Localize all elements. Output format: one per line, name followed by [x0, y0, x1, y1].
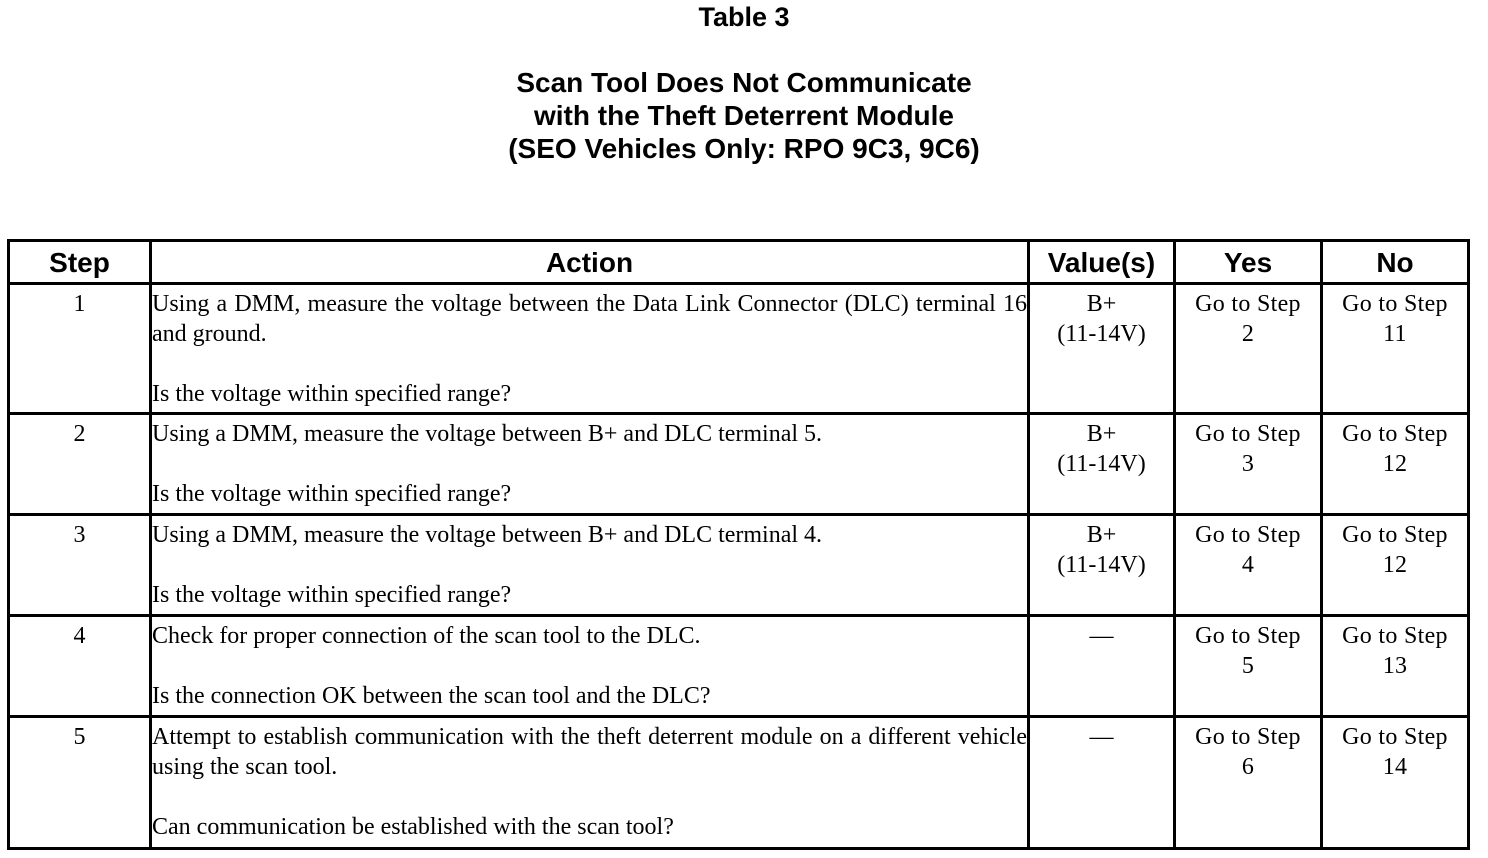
value-range: (11-14V): [1057, 321, 1146, 347]
no-cell: [1322, 284, 1469, 414]
title-line: Scan Tool Does Not Communicate: [516, 67, 972, 98]
no-step-number: 12: [1382, 552, 1408, 578]
action-text: Using a DMM, measure the voltage between the Data Link Connector (DLC) terminal 16 and ground.: [152, 291, 1027, 347]
goto-label: Go to Step: [1195, 522, 1301, 548]
value-text: —: [1089, 724, 1114, 750]
table-header-row: [9, 241, 1469, 284]
column-header-step: Step: [9, 241, 151, 284]
table-row: [9, 717, 1469, 849]
value-cell: [1029, 515, 1175, 616]
step-number: 3: [9, 515, 151, 616]
action-text: Check for proper connection of the scan tool to the DLC.: [152, 623, 701, 649]
action-text: Attempt to establish communication with the theft deterrent module on a different vehicle using the scan tool.: [152, 724, 1027, 780]
no-cell: [1322, 717, 1469, 849]
goto-label: Go to Step: [1342, 522, 1448, 548]
diagnostic-table: [7, 239, 1470, 850]
value-range: (11-14V): [1057, 451, 1146, 477]
title-line: with the Theft Deterrent Module: [534, 100, 954, 131]
value-cell: [1029, 414, 1175, 515]
action-cell: [151, 515, 1029, 616]
action-cell: [151, 414, 1029, 515]
yes-cell: [1175, 414, 1322, 515]
value-text: —: [1089, 623, 1114, 649]
column-header-action: Action: [151, 241, 1029, 284]
yes-cell: [1175, 515, 1322, 616]
action-question: Is the connection OK between the scan tool and the DLC?: [152, 683, 711, 709]
value-range: (11-14V): [1057, 552, 1146, 578]
goto-label: Go to Step: [1195, 291, 1301, 317]
goto-label: Go to Step: [1342, 291, 1448, 317]
column-header-values: Value(s): [1029, 241, 1175, 284]
yes-step-number: 3: [1241, 451, 1255, 477]
yes-cell: [1175, 284, 1322, 414]
yes-cell: [1175, 616, 1322, 717]
table-row: [9, 284, 1469, 414]
action-question: Is the voltage within specified range?: [152, 582, 512, 608]
goto-label: Go to Step: [1195, 623, 1301, 649]
step-number: 5: [9, 717, 151, 849]
no-step-number: 13: [1382, 653, 1408, 679]
yes-step-number: 2: [1241, 321, 1255, 347]
no-step-number: 12: [1382, 451, 1408, 477]
page-title: [0, 66, 1488, 165]
table-row: [9, 515, 1469, 616]
no-cell: [1322, 515, 1469, 616]
step-number: 4: [9, 616, 151, 717]
yes-step-number: 5: [1241, 653, 1255, 679]
value-cell: [1029, 616, 1175, 717]
title-line: (SEO Vehicles Only: RPO 9C3, 9C6): [508, 133, 980, 164]
goto-label: Go to Step: [1342, 421, 1448, 447]
table-row: [9, 616, 1469, 717]
column-header-no: No: [1322, 241, 1469, 284]
action-question: Is the voltage within specified range?: [152, 381, 512, 407]
action-cell: [151, 616, 1029, 717]
table-row: [9, 414, 1469, 515]
step-number: 2: [9, 414, 151, 515]
column-header-yes: Yes: [1175, 241, 1322, 284]
action-cell: [151, 284, 1029, 414]
action-question: Can communication be established with the scan tool?: [152, 814, 674, 840]
action-text: Using a DMM, measure the voltage between B+ and DLC terminal 4.: [152, 522, 823, 548]
goto-label: Go to Step: [1342, 623, 1448, 649]
no-step-number: 14: [1382, 754, 1408, 780]
value-text: B+: [1086, 291, 1117, 317]
table-label: Table 3: [698, 2, 790, 32]
goto-label: Go to Step: [1195, 724, 1301, 750]
action-cell: [151, 717, 1029, 849]
value-cell: [1029, 284, 1175, 414]
yes-step-number: 6: [1241, 754, 1255, 780]
action-text: Using a DMM, measure the voltage between B+ and DLC terminal 5.: [152, 421, 823, 447]
action-question: Is the voltage within specified range?: [152, 481, 512, 507]
yes-cell: [1175, 717, 1322, 849]
value-cell: [1029, 717, 1175, 849]
no-step-number: 11: [1383, 321, 1407, 347]
value-text: B+: [1086, 522, 1117, 548]
goto-label: Go to Step: [1342, 724, 1448, 750]
yes-step-number: 4: [1241, 552, 1255, 578]
no-cell: [1322, 414, 1469, 515]
goto-label: Go to Step: [1195, 421, 1301, 447]
step-number: 1: [9, 284, 151, 414]
value-text: B+: [1086, 421, 1117, 447]
no-cell: [1322, 616, 1469, 717]
